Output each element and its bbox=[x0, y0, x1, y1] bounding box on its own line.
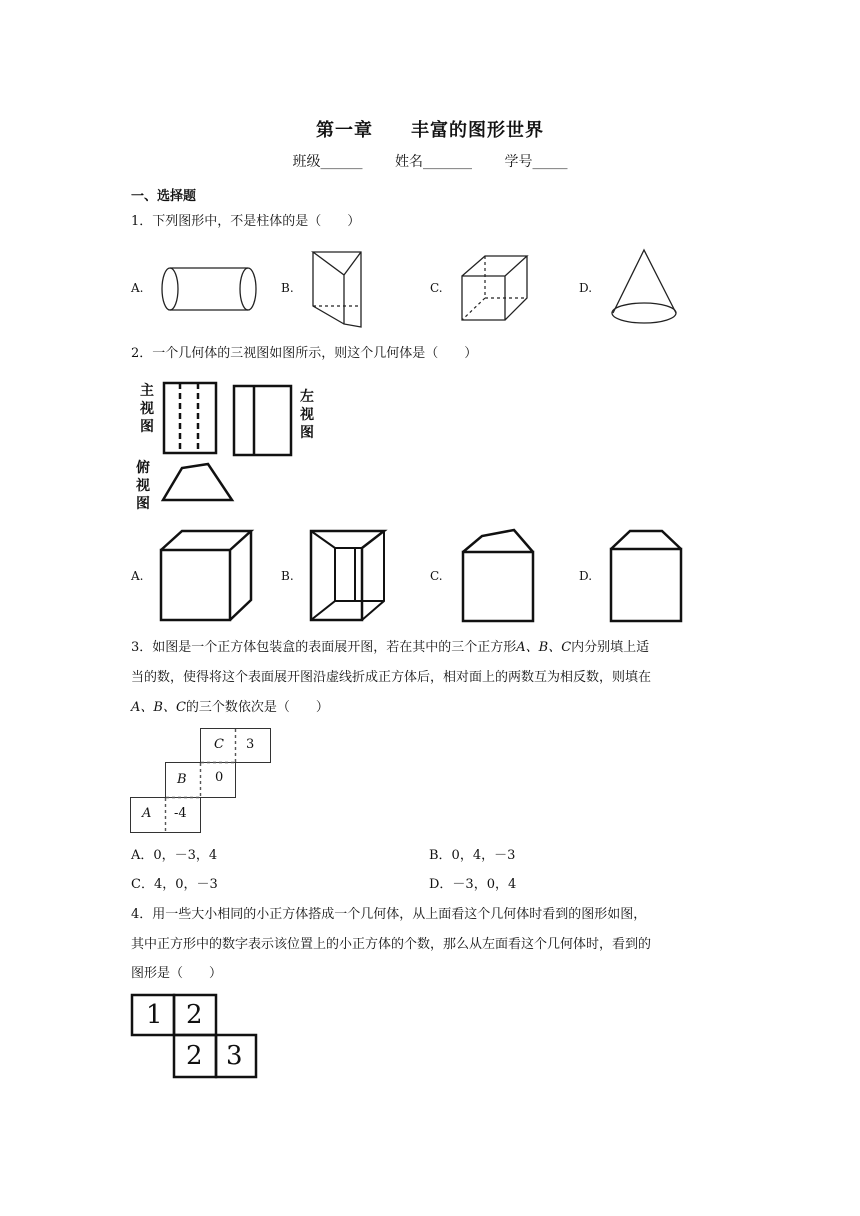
q3-option-d: D．－3，0，4 bbox=[429, 877, 517, 892]
grid-cell-2: 2 bbox=[186, 1000, 203, 1030]
q2-option-b-label: B. bbox=[281, 569, 294, 583]
q2-option-c-label: C. bbox=[430, 569, 443, 583]
q2-option-d-figure bbox=[608, 528, 688, 626]
q1-option-a-label: A. bbox=[131, 281, 144, 295]
top-view-label: 俯 视 图 bbox=[136, 460, 150, 512]
left-view-label: 左 视 图 bbox=[300, 389, 314, 441]
student-info-line bbox=[0, 151, 860, 171]
triangular-prism-figure bbox=[310, 249, 370, 329]
grid-cell-3: 2 bbox=[186, 1041, 203, 1071]
q1-option-b-label: B. bbox=[281, 281, 294, 295]
front-view-label: 主 视 图 bbox=[140, 383, 154, 435]
student-id-field: 学号_____ bbox=[504, 154, 568, 170]
chapter-title: 丰富的图形世界 bbox=[411, 120, 544, 141]
question-3-line-1: 3．如图是一个正方体包装盒的表面展开图，若在其中的三个正方形A、B、C内分别填上适 bbox=[131, 640, 650, 655]
name-field: 姓名_______ bbox=[395, 154, 472, 170]
q1-option-c-label: C. bbox=[430, 281, 443, 295]
net-cell-3: 3 bbox=[246, 737, 255, 752]
grid-cell-1: 1 bbox=[146, 1000, 163, 1030]
chapter-label: 第一章 bbox=[316, 120, 373, 141]
cone-figure bbox=[610, 248, 680, 328]
cube-figure bbox=[460, 254, 530, 324]
question-3-line-3: A、B、C的三个数依次是（ ） bbox=[131, 700, 329, 715]
question-3-line-2: 当的数，使得将这个表面展开图沿虚线折成正方体后，相对面上的两数互为相反数，则填在 bbox=[131, 670, 652, 685]
net-cell-0: 0 bbox=[215, 770, 224, 785]
cylinder-figure bbox=[160, 264, 260, 314]
question-4-line-2: 其中正方形中的数字表示该位置上的小正方体的个数，那么从左面看这个几何体时，看到的 bbox=[131, 937, 652, 952]
q2-option-c-figure bbox=[460, 528, 540, 626]
top-view-figure bbox=[160, 462, 240, 504]
page-title bbox=[0, 116, 860, 142]
section-heading: 一、选择题 bbox=[131, 189, 197, 204]
q2-option-d-label: D. bbox=[579, 569, 593, 583]
grid-cell-4: 3 bbox=[226, 1041, 243, 1071]
q1-option-d-label: D. bbox=[579, 281, 593, 295]
left-view-figure bbox=[232, 384, 294, 458]
net-cell-b: B bbox=[177, 772, 187, 787]
question-1-text: 1．下列图形中，不是柱体的是（ ） bbox=[131, 214, 361, 229]
question-4-line-1: 4．用一些大小相同的小正方体搭成一个几何体，从上面看这个几何体时看到的图形如图， bbox=[131, 907, 647, 922]
q3-option-a: A．0，－3，4 bbox=[131, 848, 218, 863]
front-view-figure bbox=[162, 381, 222, 456]
question-4-line-3: 图形是（ ） bbox=[131, 966, 223, 981]
q2-option-b-figure bbox=[308, 528, 388, 626]
class-field: 班级______ bbox=[292, 154, 363, 170]
net-cell-c: C bbox=[214, 737, 224, 752]
q3-option-b: B．0，4，－3 bbox=[429, 848, 516, 863]
net-cell-a: A bbox=[142, 806, 152, 821]
q2-option-a-figure bbox=[158, 528, 256, 626]
question-2-text: 2．一个几何体的三视图如图所示，则这个几何体是（ ） bbox=[131, 346, 478, 361]
q3-option-c: C．4，0，－3 bbox=[131, 877, 218, 892]
net-cell-neg4: -4 bbox=[174, 806, 187, 821]
q2-option-a-label: A. bbox=[131, 569, 144, 583]
